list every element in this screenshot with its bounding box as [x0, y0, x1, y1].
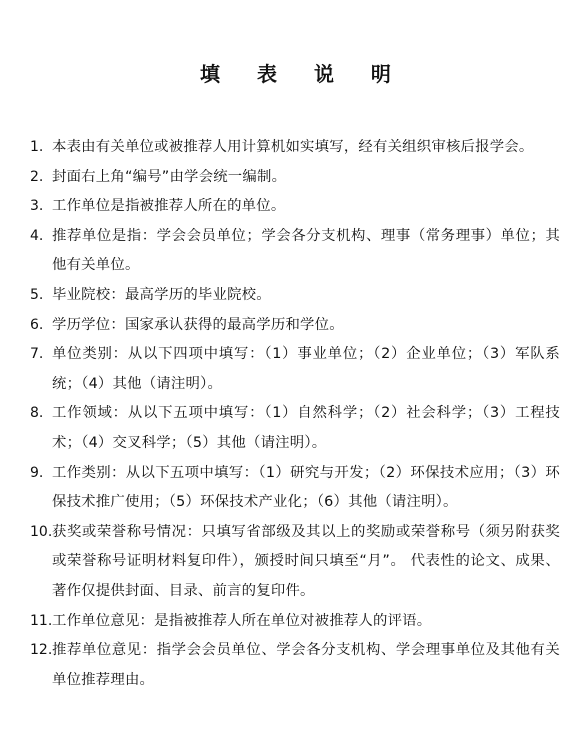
instruction-list: [30, 133, 560, 695]
item-number: 3.: [30, 198, 44, 215]
item-text: 本表由有关单位或被推荐人用计算机如实填写，经有关组织审核后报学会。: [52, 139, 534, 155]
list-item: [30, 399, 560, 458]
item-text: 单位类别：从以下四项中填写：（1）事业单位；（2）企业单位；（3）军队系统；（4）其他（请注明）。: [52, 346, 560, 392]
item-text: 封面右上角“编号”由学会统一编制。: [52, 168, 287, 185]
item-number: 9.: [30, 464, 44, 481]
list-item: [30, 163, 560, 193]
item-text: 获奖或荣誉称号情况：只填写省部级及其以上的奖励或荣誉称号（须另附获奖或荣誉称号证明材料复印件），颁授时间只填至“月”。 代表性的论文、成果、著作仅提供封面、目录、前言的复印件。: [52, 523, 560, 599]
item-number: 12.: [30, 642, 53, 659]
list-item: [30, 340, 560, 399]
page-title: 填 表 说 明: [200, 62, 406, 86]
item-number: 11.: [30, 612, 53, 629]
item-text: 推荐单位意见：指学会会员单位、学会各分支机构、学会理事单位及其他有关单位推荐理由。: [52, 642, 560, 688]
list-item: [30, 311, 560, 341]
list-item: [30, 607, 560, 637]
item-number: 2.: [30, 168, 44, 185]
list-item: [30, 636, 560, 695]
list-item: [30, 222, 560, 281]
item-text: 工作单位意见：是指被推荐人所在单位对被推荐人的评语。: [52, 612, 432, 629]
item-number: 5.: [30, 286, 44, 303]
list-item: [30, 459, 560, 518]
item-text: 学历学位：国家承认获得的最高学历和学位。: [52, 316, 344, 333]
item-number: 1.: [30, 139, 44, 155]
item-text: 毕业院校：最高学历的毕业院校。: [52, 286, 271, 303]
item-number: 6.: [30, 316, 44, 333]
item-text: 工作领域：从以下五项中填写：（1）自然科学；（2）社会科学；（3）工程技术；（4）交叉科学；（5）其他（请注明）。: [52, 405, 560, 451]
list-item: [30, 192, 560, 222]
item-text: 工作类别：从以下五项中填写：（1）研究与开发；（2）环保技术应用；（3）环保技术推广使用；（5）环保技术产业化；（6）其他（请注明）。: [52, 464, 560, 511]
list-item: [30, 281, 560, 311]
list-item: [30, 133, 560, 163]
item-text: 工作单位是指被推荐人所在的单位。: [52, 198, 286, 215]
list-item: [30, 518, 560, 607]
item-number: 7.: [30, 346, 44, 363]
item-number: 10.: [30, 523, 53, 540]
item-text: 推荐单位是指：学会会员单位；学会各分支机构、理事（常务理事）单位；其他有关单位。: [52, 227, 560, 274]
item-number: 8.: [30, 405, 44, 422]
item-number: 4.: [30, 227, 44, 244]
